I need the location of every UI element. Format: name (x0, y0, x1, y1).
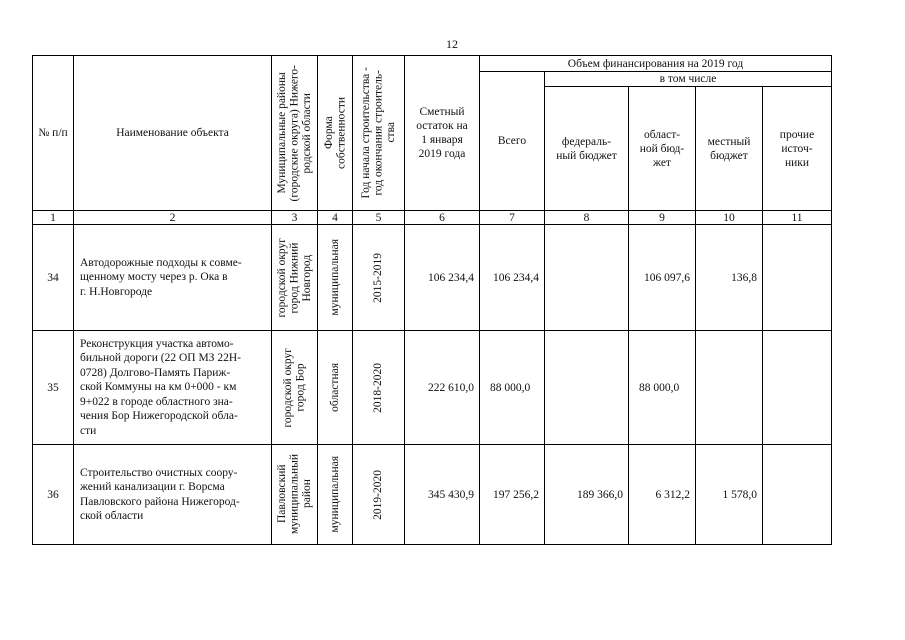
table-row (33, 225, 832, 331)
header-district: Муниципальные районы (городские округа) Нижего- родской области (272, 56, 318, 211)
row-name: Реконструкция участка автомо- бильной дороги (22 ОП МЗ 22Н- 0728) Долгово-Память Париж- ской Коммуны на км 0+000 - км 9+022 в городе областного зна- чения Бор Нижегородской обла- сти (74, 331, 272, 445)
header-including: в том числе (545, 72, 832, 87)
header-financing-title: Объем финансирования на 2019 год (480, 56, 832, 72)
column-number: 2 (74, 211, 272, 225)
header-federal: федераль- ный бюджет (545, 87, 629, 211)
row-ownership: муниципальная (318, 225, 353, 331)
header-balance: Сметный остаток на 1 января 2019 года (405, 56, 480, 211)
header-regional: област- ной бюд- жет (629, 87, 696, 211)
column-number: 8 (545, 211, 629, 225)
row-name: Автодорожные подходы к совме- щенному мосту через р. Ока в г. Н.Новгороде (74, 225, 272, 331)
table-row (33, 445, 832, 545)
column-number: 5 (353, 211, 405, 225)
row-local: 136,8 (696, 225, 763, 331)
row-regional: 6 312,2 (629, 445, 696, 545)
table-row (33, 331, 832, 445)
page-number: 12 (446, 37, 458, 51)
header-total: Всего (480, 72, 545, 211)
row-local: 1 578,0 (696, 445, 763, 545)
row-years: 2018-2020 (353, 331, 405, 445)
row-ownership: областная (318, 331, 353, 445)
row-years: 2019-2020 (353, 445, 405, 545)
row-federal (545, 225, 629, 331)
column-number-row (33, 211, 832, 225)
row-regional: 88 000,0 (629, 331, 696, 445)
row-federal: 189 366,0 (545, 445, 629, 545)
header-other: прочие источ- ники (763, 87, 832, 211)
row-regional: 106 097,6 (629, 225, 696, 331)
row-ownership: муниципальная (318, 445, 353, 545)
header-name: Наименование объекта (74, 56, 272, 211)
column-number: 9 (629, 211, 696, 225)
row-federal (545, 331, 629, 445)
header-ownership: Форма собственности (318, 56, 353, 211)
row-district: городской округ город Нижний Новгород (272, 225, 318, 331)
column-number: 10 (696, 211, 763, 225)
column-number: 6 (405, 211, 480, 225)
row-local (696, 331, 763, 445)
header-no: № п/п (33, 56, 74, 211)
column-number: 11 (763, 211, 832, 225)
column-number: 3 (272, 211, 318, 225)
row-balance: 222 610,0 (405, 331, 480, 445)
financing-table (32, 55, 832, 545)
row-no: 35 (33, 331, 74, 445)
row-total: 88 000,0 (480, 331, 545, 445)
row-total: 197 256,2 (480, 445, 545, 545)
row-district: городской округ город Бор (272, 331, 318, 445)
header-years: Год начала строительства - год окончания строитель- ства (353, 56, 405, 211)
column-number: 1 (33, 211, 74, 225)
row-other (763, 225, 832, 331)
row-other (763, 331, 832, 445)
row-balance: 345 430,9 (405, 445, 480, 545)
header-local: местный бюджет (696, 87, 763, 211)
row-other (763, 445, 832, 545)
row-years: 2015-2019 (353, 225, 405, 331)
row-balance: 106 234,4 (405, 225, 480, 331)
column-number: 7 (480, 211, 545, 225)
row-no: 36 (33, 445, 74, 545)
row-district: Павловский муниципальный район (272, 445, 318, 545)
row-no: 34 (33, 225, 74, 331)
row-total: 106 234,4 (480, 225, 545, 331)
column-number: 4 (318, 211, 353, 225)
row-name: Строительство очистных соору- жений канализации г. Ворсма Павловского района Нижегород- ской области (74, 445, 272, 545)
